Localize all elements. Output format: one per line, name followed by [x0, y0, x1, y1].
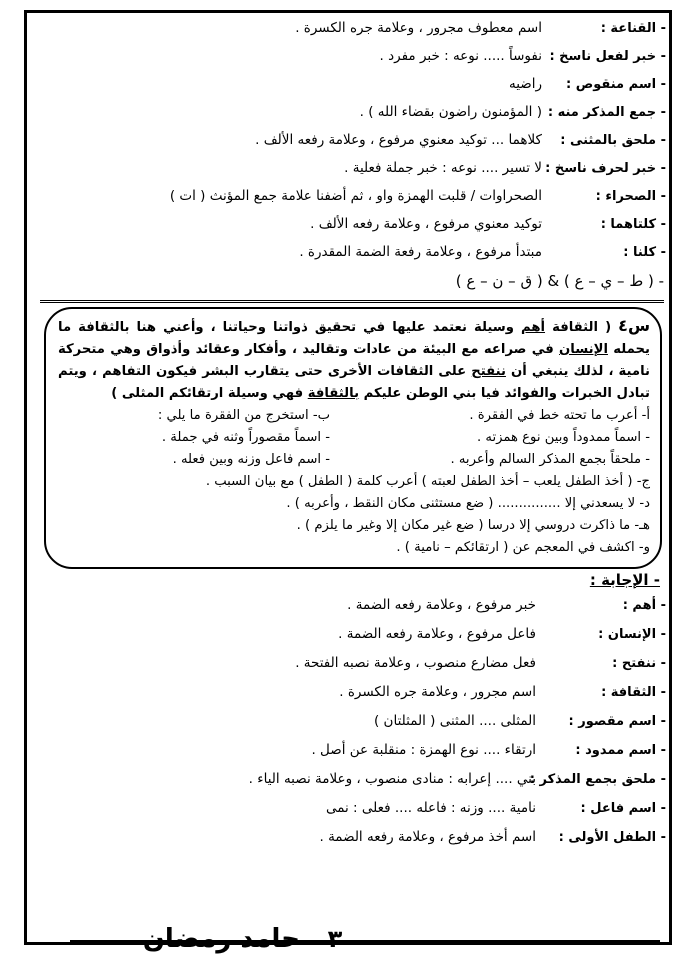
underlined-word: ننفتح	[471, 364, 506, 379]
answer-def: اسم مجرور ، وعلامة جره الكسرة .	[339, 684, 536, 700]
question-pair	[58, 405, 650, 427]
vocab-term: - خبر لفعل ناسخ :	[549, 49, 666, 64]
question-pair	[58, 449, 650, 471]
vocab-term: - خبر لحرف ناسخ :	[545, 161, 666, 176]
vocab-list	[30, 20, 666, 272]
answer-heading	[30, 571, 660, 593]
answer-term: - اسم ممدود :	[575, 743, 666, 758]
vocab-term: - كلتاهما :	[600, 217, 666, 232]
question-item: ب- استخرج من الفقرة ما يلي :	[157, 408, 330, 423]
author-signature: حامد رمضان	[142, 924, 300, 954]
answer-term: - الطفل الأولى :	[558, 830, 666, 845]
question-pair	[58, 427, 650, 449]
answer-row	[30, 684, 666, 713]
question-item: - اسماً ممدوداً وبين نوع همزته .	[477, 430, 650, 445]
question-item: - اسماً مقصوراً وثنه في جملة .	[161, 430, 330, 445]
question-paragraph	[58, 315, 650, 405]
answer-def: فعل مضارع منصوب ، وعلامة نصبه الفتحة .	[295, 655, 536, 671]
answer-list	[30, 597, 666, 858]
vocab-row	[30, 104, 666, 132]
answer-term: - أهم :	[622, 598, 666, 613]
vocab-def: نفوساً ..... نوعه : خبر مفرد .	[379, 48, 542, 64]
vocab-row	[30, 132, 666, 160]
answer-row	[30, 626, 666, 655]
answer-def: المثلى .... المثنى ( المثلتان )	[374, 713, 536, 729]
answer-def: اسم أخذ مرفوع ، وعلامة رفعه الضمة .	[319, 829, 536, 845]
vocab-def: اسم معطوف مجرور ، وعلامة جره الكسرة .	[295, 20, 542, 36]
answer-row	[30, 742, 666, 771]
question-item: - ملحقاً بجمع المذكر السالم وأعربه .	[450, 452, 650, 467]
answer-def: خبر مرفوع ، وعلامة رفعه الضمة .	[347, 597, 536, 613]
vocab-term: - كلنا :	[623, 245, 666, 260]
question-box	[44, 307, 662, 569]
double-divider	[40, 300, 664, 303]
vocab-def: توكيد معنوي مرفوع ، وعلامة رفعه الألف .	[310, 216, 542, 232]
vocab-def: لا تسير .... نوعه : خبر جملة فعلية .	[344, 160, 542, 176]
question-item: - اسم فاعل وزنه وبين فعله .	[172, 452, 330, 467]
vocab-term: - ملحق بالمثنى :	[560, 133, 666, 148]
underlined-word: الإنسان	[559, 342, 608, 357]
vocab-row	[30, 76, 666, 104]
vocab-row	[30, 160, 666, 188]
vocab-term: - الصحراء :	[595, 189, 666, 204]
underlined-word: بالثقافة	[307, 386, 360, 401]
answer-term: - ننفتح :	[612, 656, 666, 671]
vocab-def: مبتدأ مرفوع ، وعلامة رفعة الضمة المقدرة .	[299, 244, 542, 260]
answer-row	[30, 771, 666, 800]
paragraph-text: على الثقافات الأخرى حتى يتقارب البشر فيكون التفاهم ، ويتم تبادل الخبرات والفوائد فيا بني الوطن عليكم	[58, 364, 650, 401]
paragraph-text: ( الثقافة	[545, 320, 612, 335]
page-footer	[70, 924, 660, 954]
question-item: د- لا يسعدني إلا ............... ( ضع مستثنى مكان النقط ، وأعربه ) .	[286, 496, 650, 511]
page-number: ٣	[327, 925, 343, 953]
question-label: س٤	[618, 316, 651, 335]
answer-term: - الثقافة :	[601, 685, 666, 700]
question-item: أ- أعرب ما تحته خط في الفقرة .	[469, 408, 650, 423]
vocab-row	[30, 48, 666, 76]
underlined-word: أهم	[521, 320, 546, 335]
answer-heading-text: - الإجابة :	[589, 571, 660, 589]
answer-def: نامية .... وزنه : فاعله .... فعلى : نمى	[325, 800, 536, 816]
vocab-row	[30, 188, 666, 216]
answer-def: ارتقاء .... نوع الهمزة : منقلبة عن أصل .	[311, 742, 536, 758]
question-item: هـ- ما ذاكرت دروسي إلا درسا ( ضع غير مكان إلا وغير ما يلزم ) .	[296, 518, 650, 533]
root-pattern: - ( ط – ي – ع ) & ( ق – ن – ع )	[455, 272, 664, 290]
answer-term: - اسم فاعل :	[580, 801, 666, 816]
vocab-def: راضيه	[508, 76, 542, 92]
vocab-term: - جمع المذكر منه :	[547, 105, 666, 120]
worksheet-page	[30, 20, 666, 858]
answer-row	[30, 800, 666, 829]
answer-term: - اسم مقصور :	[568, 714, 666, 729]
answer-term: - الإنسان :	[598, 627, 666, 642]
answer-def: فاعل مرفوع ، وعلامة رفعه الضمة .	[338, 626, 536, 642]
vocab-row	[30, 216, 666, 244]
paragraph-text: وسيلة نعتمد عليها في تحقيق ذواتنا وحياتنا ، وأعني هنا بالثقافة ما يحمله	[58, 320, 650, 357]
question-item: ج- ( أخذ الطفل يلعب – أخذ الطفل لعبته ) أعرب كلمة ( الطفل ) مع بيان السبب .	[205, 474, 650, 489]
vocab-row	[30, 244, 666, 272]
answer-row	[30, 829, 666, 858]
paragraph-text: في صراعه مع البيئة من عادات وتقاليد ، وأفكار وعقائد وأذواق وهي متحركة نامية ، لذلك ينبغي أن	[58, 342, 651, 379]
answer-row	[30, 713, 666, 742]
answer-row	[30, 655, 666, 684]
vocab-def: كلاهما ... توكيد معنوي مرفوع ، وعلامة رفعه الألف .	[255, 132, 542, 148]
vocab-row	[30, 20, 666, 48]
question-item: و- اكشف في المعجم عن ( ارتقائكم – نامية ) .	[396, 540, 650, 555]
answer-row	[30, 597, 666, 626]
paragraph-text: فهي وسيلة ارتقائكم المثلى )	[111, 386, 308, 401]
vocab-def: ( المؤمنون راضون بقضاء الله ) .	[359, 104, 542, 120]
answer-term: - ملحق بجمع المذكر :	[529, 772, 666, 787]
vocab-term: - القناعة :	[600, 21, 666, 36]
vocab-def: الصحراوات / قلبت الهمزة واو ، ثم أضفنا علامة جمع المؤنث ( ات )	[169, 188, 542, 204]
answer-def: بني .... إعرابه : منادى منصوب ، وعلامة نصبه الياء .	[248, 771, 536, 787]
vocab-term: - اسم منقوص :	[566, 77, 666, 92]
